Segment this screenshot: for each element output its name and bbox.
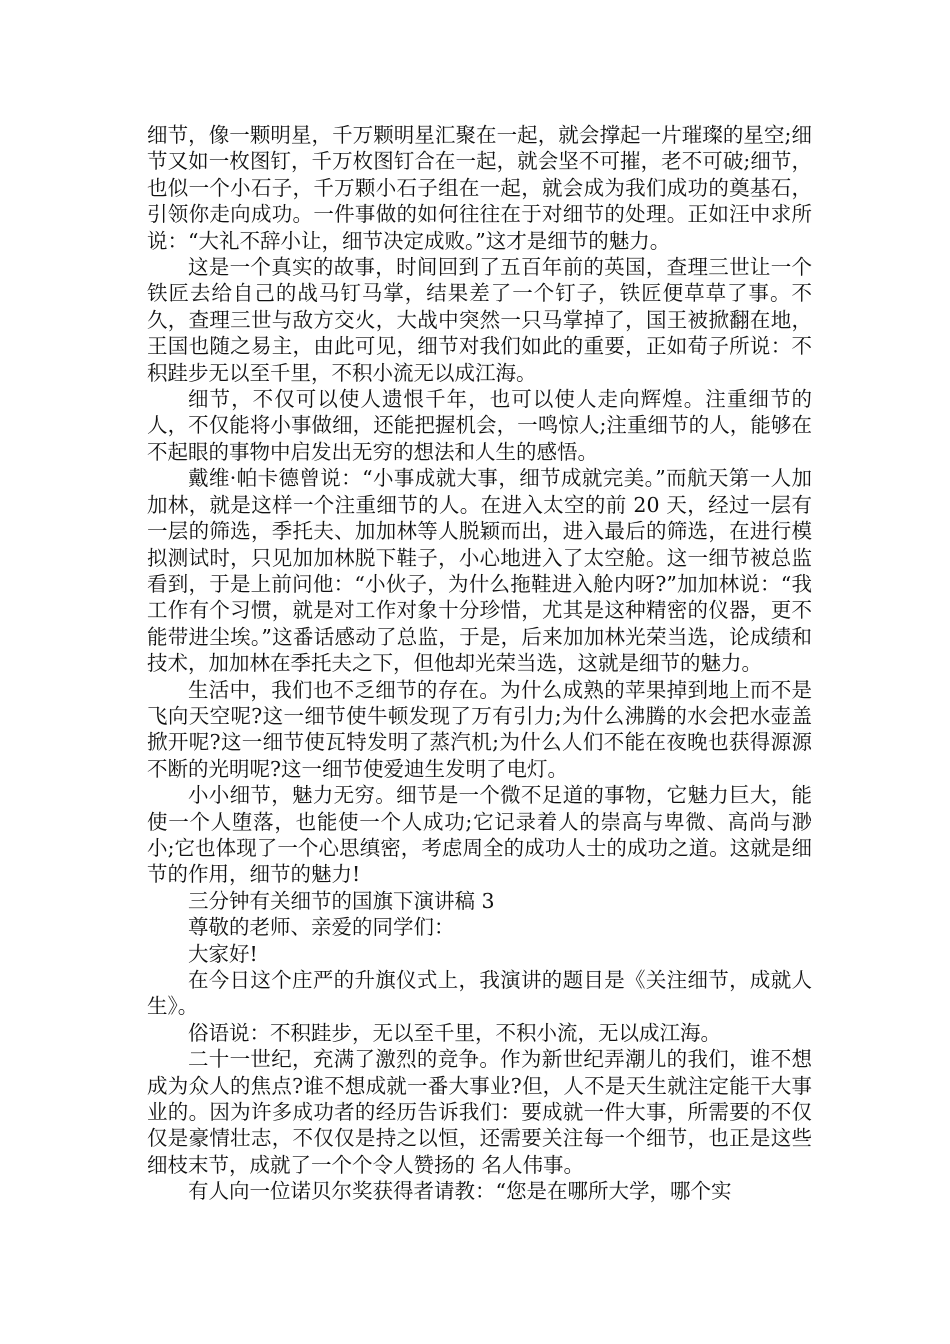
section-heading: 三分钟有关细节的国旗下演讲稿 3: [188, 888, 495, 913]
paragraph: 在今日这个庄严的升旗仪式上，我演讲的题目是《关注细节，成就人生》。: [147, 968, 812, 1019]
salutation: 尊敬的老师、亲爱的同学们：: [188, 915, 455, 940]
paragraph: 这是一个真实的故事，时间回到了五百年前的英国，查理三世让一个铁匠去给自己的战马钉马掌，结果差了一个钉子，铁匠便草草了事。不久，查理三世与敌方交火，大战中突然一只马掌掉了，国王被掀翻在地，王国也随之易主，由此可见，细节对我们如此的重要，正如荀子所说：不积跬步无以至千里，不积小流无以成江海。: [147, 255, 812, 385]
document-body: [147, 122, 812, 1205]
paragraph: 戴维·帕卡德曾说：“小事成就大事，细节成就完美。”而航天第一人加加林，就是这样一个注重细节的人。在进入太空的前 20 天，经过一层有一层的筛选，季托夫、加加林等人脱颖而出，进入最后的筛选，在进行模拟测试时，只见加加林脱下鞋子，小心地进入了太空舱。这一细节被总监看到，于是上前问他：“小伙子，为什么拖鞋进入舱内呀?”加加林说：“我工作有个习惯，就是对工作对象十分珍惜，尤其是这种精密的仪器，更不能带进尘埃。”这番话感动了总监，于是，后来加加林光荣当选，论成绩和技术，加加林在季托夫之下，但他却光荣当选，这就是细节的魅力。: [147, 466, 812, 676]
paragraph: 小小细节，魅力无穷。细节是一个微不足道的事物，它魅力巨大，能使一个人堕落，也能使一个人成功;它记录着人的崇高与卑微、高尚与渺小;它也体现了一个心思缜密，考虑周全的成功人士的成功之道。这就是细节的作用，细节的魅力!: [147, 783, 812, 887]
paragraph: 俗语说：不积跬步，无以至千里，不积小流，无以成江海。: [188, 1020, 721, 1045]
paragraph: 生活中，我们也不乏细节的存在。为什么成熟的苹果掉到地上而不是飞向天空呢?这一细节使牛顿发现了万有引力;为什么沸腾的水会把水壶盖掀开呢?这一细节使瓦特发明了蒸汽机;为什么人们不能在夜晚也获得源源不断的光明呢?这一细节使爱迪生发明了电灯。: [147, 677, 812, 781]
greeting: 大家好!: [188, 941, 258, 966]
paragraph: 细节，像一颗明星，千万颗明星汇聚在一起，就会撑起一片璀璨的星空;细节又如一枚图钉，千万枚图钉合在一起，就会坚不可摧，老不可破;细节，也似一个小石子，千万颗小石子组在一起，就会成为我们成功的奠基石，引领你走向成功。一件事做的如何往往在于对细节的处理。正如汪中求所说：“大礼不辞小让，细节决定成败。”这才是细节的魅力。: [147, 123, 812, 253]
paragraph: 细节，不仅可以使人遗恨千年，也可以使人走向辉煌。注重细节的人，不仅能将小事做细，还能把握机会，一鸣惊人;注重细节的人，能够在不起眼的事物中启发出无穷的想法和人生的感悟。: [147, 387, 812, 464]
paragraph: 有人向一位诺贝尔奖获得者请教：“您是在哪所大学，哪个实: [188, 1179, 732, 1204]
paragraph: 二十一世纪，充满了激烈的竞争。作为新世纪弄潮儿的我们，谁不想成为众人的焦点?谁不想成就一番大事业?但，人不是天生就注定能干大事业的。因为许多成功者的经历告诉我们：要成就一件大事，所需要的不仅仅是豪情壮志，不仅仅是持之以恒，还需要关注每一个细节，也正是这些细枝末节，成就了一个个令人赞扬的 名人伟事。: [147, 1047, 812, 1177]
